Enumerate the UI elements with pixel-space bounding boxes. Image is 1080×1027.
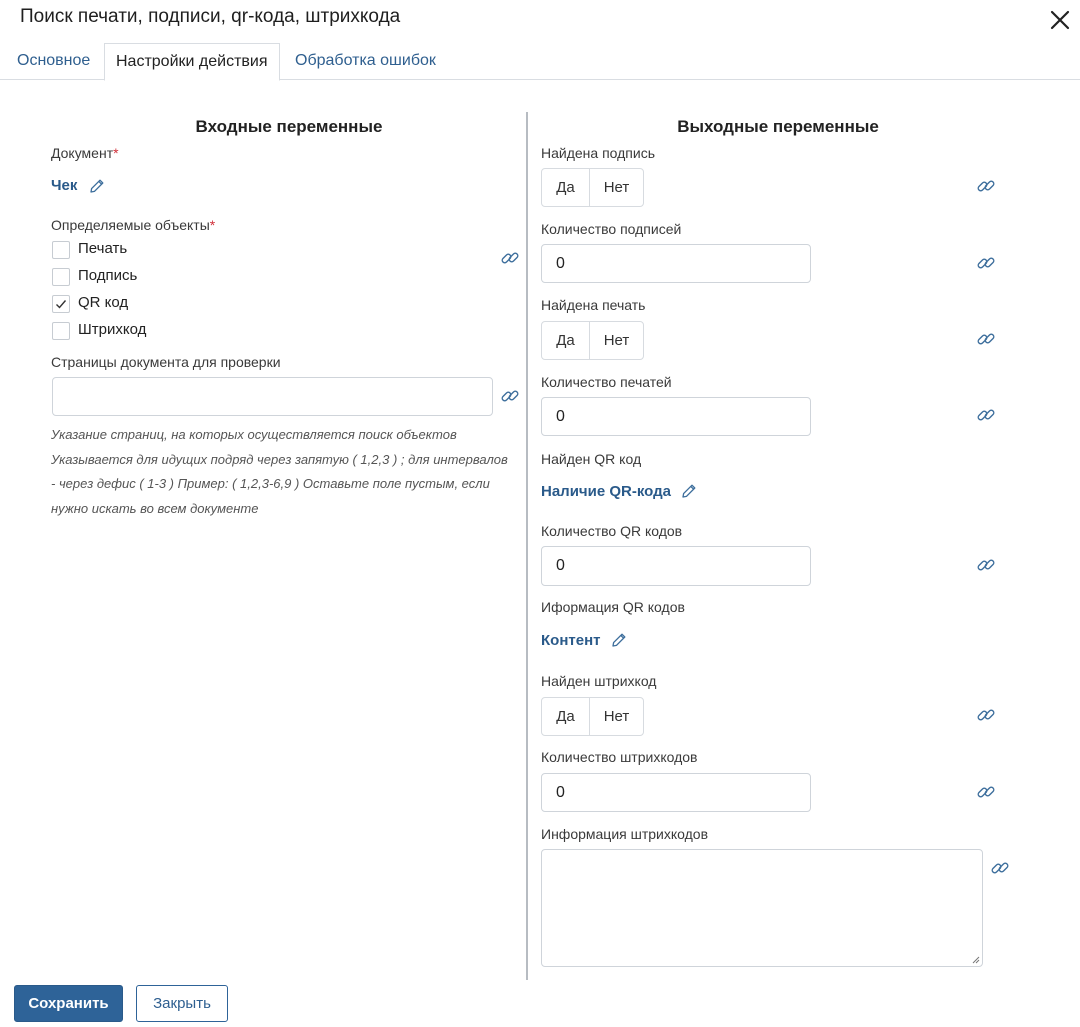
- yes-button[interactable]: Да: [542, 169, 590, 206]
- qr-found-label: Найден QR код: [541, 451, 642, 467]
- column-divider: [526, 112, 528, 980]
- checkbox-box[interactable]: [52, 268, 70, 286]
- link-icon[interactable]: [976, 555, 996, 575]
- pages-hint: Указание страниц, на которых осуществляется поиск объектов Указывается для идущих подряд через запятую ( 1,2,3 ) ; для интервалов - через дефис ( 1-3 ) Пример: ( 1,2,3-6,9 ) Оставьте поле пустым, если нужно искать во всем документе: [51, 427, 508, 516]
- barcode-found-label: Найден штрихкод: [541, 673, 657, 689]
- tab-main[interactable]: Основное: [17, 52, 91, 69]
- tab-bar: [0, 43, 1080, 80]
- pencil-icon[interactable]: [88, 177, 106, 195]
- pencil-icon[interactable]: [610, 631, 628, 649]
- barcode-count-input[interactable]: 0: [541, 773, 811, 812]
- tab-action-settings[interactable]: Настройки действия: [104, 43, 280, 81]
- link-icon[interactable]: [976, 329, 996, 349]
- link-icon[interactable]: [976, 176, 996, 196]
- required-mark: *: [209, 217, 216, 233]
- stamp-count-input[interactable]: 0: [541, 397, 811, 436]
- input-variables-title: Входные переменные: [195, 117, 383, 136]
- barcode-info-label: Информация штрихкодов: [541, 826, 709, 842]
- no-button[interactable]: Нет: [603, 332, 630, 349]
- pencil-icon[interactable]: [680, 482, 698, 500]
- link-icon[interactable]: [500, 248, 520, 268]
- stamp-found-label: Найдена печать: [541, 297, 646, 313]
- pages-label: Страницы документа для проверки: [51, 354, 281, 370]
- link-icon[interactable]: [976, 705, 996, 725]
- document-label: Документ*: [51, 145, 119, 161]
- pages-input[interactable]: [52, 377, 493, 416]
- link-icon[interactable]: [976, 253, 996, 273]
- stamp-found-toggle: [541, 321, 644, 360]
- no-button[interactable]: Нет: [603, 708, 630, 725]
- yes-button[interactable]: Да: [542, 698, 590, 735]
- link-icon[interactable]: [976, 405, 996, 425]
- signature-count-label: Количество подписей: [541, 221, 682, 237]
- barcode-found-toggle: [541, 697, 644, 736]
- output-variables-title: Выходные переменные: [677, 117, 879, 136]
- no-button[interactable]: Нет: [603, 179, 630, 196]
- dialog-title: Поиск печати, подписи, qr-кода, штрихкода: [20, 6, 401, 27]
- signature-count-input[interactable]: 0: [541, 244, 811, 283]
- stamp-count-label: Количество печатей: [541, 374, 672, 390]
- checkmark-icon: [53, 296, 69, 312]
- signature-found-label: Найдена подпись: [541, 145, 656, 161]
- qr-found-value[interactable]: Наличие QR-кода: [541, 483, 671, 500]
- checkbox-box[interactable]: [52, 295, 70, 313]
- qr-count-label: Количество QR кодов: [541, 523, 683, 539]
- qr-count-input[interactable]: 0: [541, 546, 811, 586]
- required-mark: *: [113, 145, 119, 161]
- link-icon[interactable]: [990, 858, 1010, 878]
- resize-grip-icon: [970, 954, 980, 964]
- yes-button[interactable]: Да: [542, 322, 590, 359]
- signature-found-toggle: [541, 168, 644, 207]
- qr-info-value[interactable]: Контент: [541, 632, 601, 649]
- close-icon[interactable]: [1046, 6, 1074, 34]
- objects-label: Определяемые объекты*: [51, 217, 216, 233]
- close-button[interactable]: Закрыть: [136, 985, 228, 1022]
- save-button[interactable]: Сохранить: [14, 985, 123, 1022]
- qr-info-label: Иформация QR кодов: [541, 599, 685, 615]
- barcode-count-label: Количество штрихкодов: [541, 749, 698, 765]
- link-icon[interactable]: [976, 782, 996, 802]
- document-value[interactable]: Чек: [51, 177, 78, 194]
- barcode-info-textarea[interactable]: [541, 849, 983, 967]
- tab-error-handling[interactable]: Обработка ошибок: [295, 52, 436, 69]
- checkbox-box[interactable]: [52, 241, 70, 259]
- link-icon[interactable]: [500, 386, 520, 406]
- checkbox-box[interactable]: [52, 322, 70, 340]
